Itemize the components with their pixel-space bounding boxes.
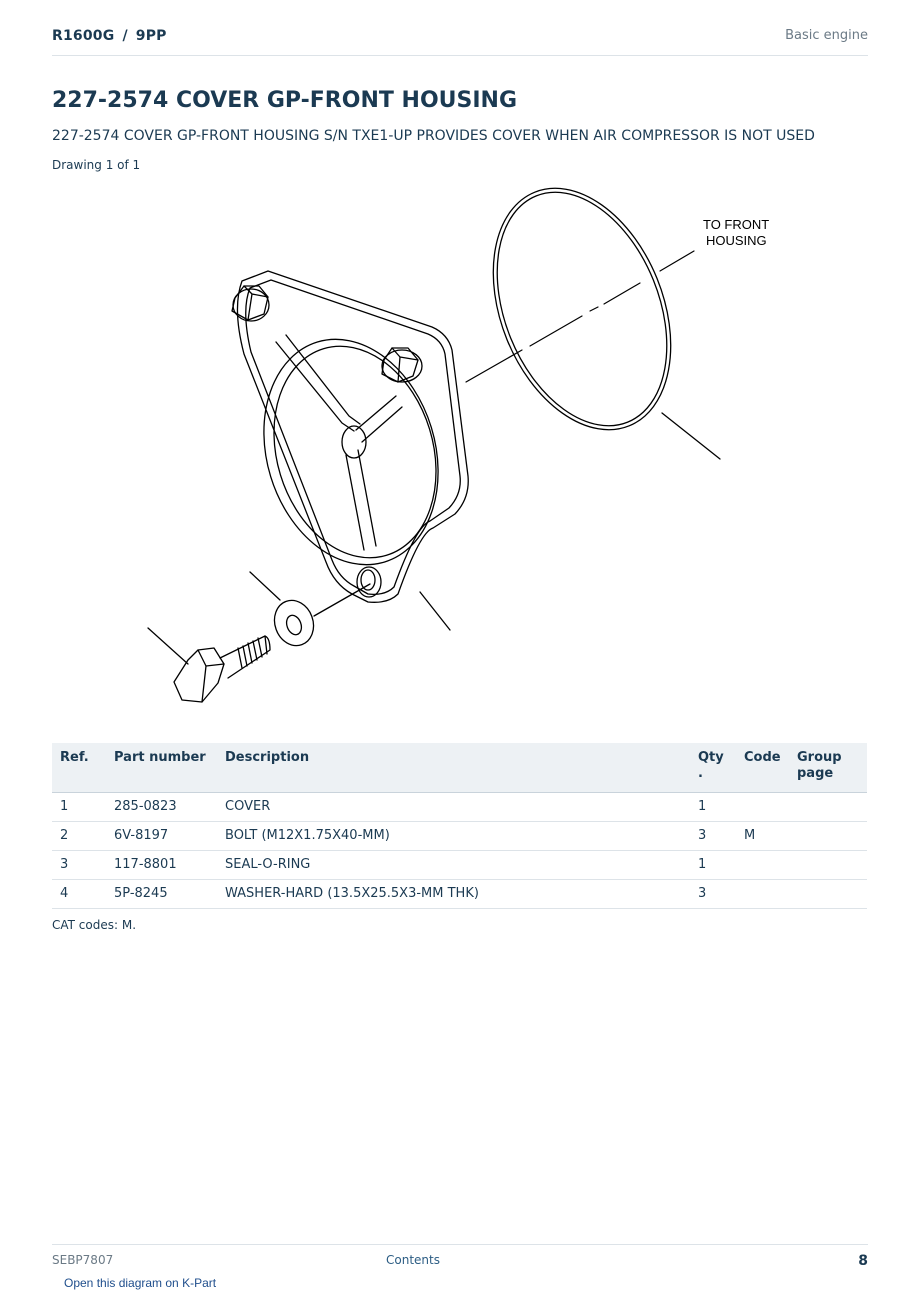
- part-number-cell: 117-8801: [106, 851, 217, 880]
- code-cell: [736, 851, 789, 880]
- breadcrumb-separator: /: [122, 28, 128, 44]
- parts-table: [52, 743, 867, 909]
- part-number-cell: 6V-8197: [106, 822, 217, 851]
- ref-cell: 3: [52, 851, 106, 880]
- open-in-kpart-link[interactable]: Open this diagram on K-Part: [64, 1276, 217, 1290]
- group-page-cell: [789, 880, 867, 909]
- page-subtitle: 227-2574 COVER GP-FRONT HOUSING S/N TXE1-UP PROVIDES COVER WHEN AIR COMPRESSOR IS NOT USED: [52, 128, 815, 144]
- description-cell: BOLT (M12X1.75X40-MM): [217, 822, 690, 851]
- ref-cell: 4: [52, 880, 106, 909]
- ref-cell: 1: [52, 793, 106, 822]
- document-id: SEBP7807: [52, 1253, 114, 1267]
- section-name: Basic engine: [785, 28, 868, 43]
- bolt-drawing: [174, 636, 270, 702]
- qty-cell: 3: [690, 880, 736, 909]
- table-row: [52, 880, 867, 909]
- code-cell: [736, 880, 789, 909]
- column-header-ref: Ref.: [52, 743, 106, 793]
- group-page-header-line2: page: [797, 766, 834, 781]
- qty-cell: 3: [690, 822, 736, 851]
- table-header-row: [52, 743, 867, 793]
- column-header-group-page: [789, 743, 867, 793]
- contents-link[interactable]: Contents: [386, 1253, 440, 1267]
- table-row: [52, 851, 867, 880]
- table-row: [52, 822, 867, 851]
- seal-o-ring-drawing: [460, 162, 705, 456]
- qty-header-line1: Qty: [698, 750, 724, 765]
- page-title: 227-2574 COVER GP-FRONT HOUSING: [52, 88, 518, 113]
- qty-header-line2: .: [698, 766, 703, 781]
- parts-diagram: [130, 180, 770, 720]
- group-page-cell: [789, 793, 867, 822]
- washer-drawing: [268, 595, 319, 651]
- table-row: [52, 793, 867, 822]
- ref-cell: 2: [52, 822, 106, 851]
- code-cell: M: [736, 822, 789, 851]
- breadcrumb-model: R1600G: [52, 28, 115, 44]
- page-footer: [52, 1244, 868, 1275]
- column-header-part-number: Part number: [106, 743, 217, 793]
- part-number-cell: 285-0823: [106, 793, 217, 822]
- page-number: 8: [858, 1253, 868, 1269]
- column-header-code: Code: [736, 743, 789, 793]
- cat-codes-note: CAT codes: M.: [52, 918, 137, 932]
- axis-line: [466, 251, 694, 382]
- breadcrumb: [52, 28, 167, 44]
- part-number-cell: 5P-8245: [106, 880, 217, 909]
- description-cell: COVER: [217, 793, 690, 822]
- cover-plate-drawing: [232, 271, 468, 602]
- qty-cell: 1: [690, 793, 736, 822]
- drawing-count: Drawing 1 of 1: [52, 158, 141, 172]
- description-cell: SEAL-O-RING: [217, 851, 690, 880]
- page-header: [52, 28, 868, 56]
- column-header-description: Description: [217, 743, 690, 793]
- group-page-header-line1: Group: [797, 750, 842, 765]
- code-cell: [736, 793, 789, 822]
- group-page-cell: [789, 851, 867, 880]
- breadcrumb-serial-prefix: 9PP: [135, 28, 167, 44]
- column-header-qty: [690, 743, 736, 793]
- description-cell: WASHER-HARD (13.5X25.5X3-MM THK): [217, 880, 690, 909]
- diagram-label-line2: HOUSING: [706, 233, 767, 248]
- group-page-cell: [789, 822, 867, 851]
- qty-cell: 1: [690, 851, 736, 880]
- diagram-label-line1: TO FRONT: [703, 217, 770, 232]
